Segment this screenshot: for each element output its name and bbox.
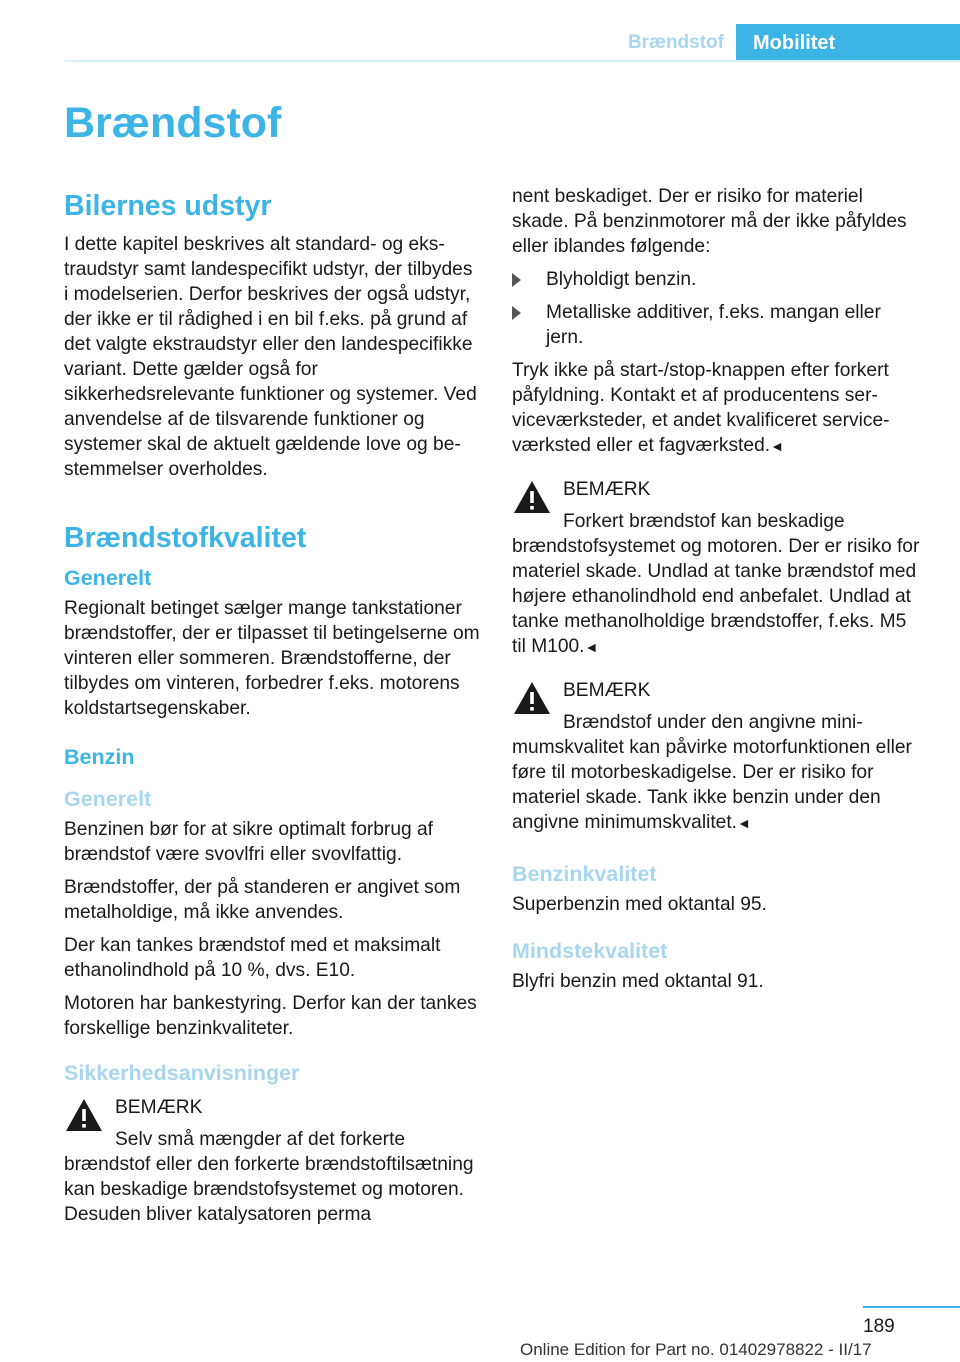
heading-petrol: Benzin (64, 745, 135, 769)
warning-label: BEMÆRK (115, 1097, 203, 1118)
paragraph-petrol-3: Der kan tankes brændstof med et maksimalt ethanolindhold på 10 %, dvs. E10. (64, 935, 441, 981)
paragraph-equipment: I dette kapitel beskrives alt standard- og ekstraudstyr samt landespecifikt udstyr, der tilbydes i modelserien. Derfor beskrives der også udstyr, der ikke er til rådighed i en bil f.eks. på grund af det valgte ekstraudstyr eller den landespecifikke variant. Dette gælder også for sikkerhedsrelevante funktioner og systemer. Ved anvendelse af de tilsvarende funktioner og systemer skal de aktuelt gældende love og bestemmelser overholdes. (64, 234, 477, 480)
warning-box-3 (512, 678, 922, 836)
bullet-triangle-icon (512, 306, 521, 320)
warning-triangle-icon (512, 479, 552, 515)
right-column (512, 184, 922, 1002)
paragraph-continued: nent beskadiget. Der er risiko for materiel skade. På benzinmotorer må der ikke påfyldes eller iblandes følgende: (512, 186, 907, 257)
paragraph-petrol-1: Benzinen bør for at sikre optimalt forbrug af brændstof være svovlfri eller svovlfattig. (64, 819, 433, 865)
paragraph-petrol-4: Motoren har bankestyring. Derfor kan der tankes forskellige benzinkvaliteter. (64, 993, 477, 1039)
paragraph-petrol-2: Brændstoffer, der på standeren er angivet som metalholdige, må ikke anvendes. (64, 877, 461, 923)
list-item: Metalliske additiver, f.eks. mangan eller jern. (512, 300, 922, 350)
warning-text: Selv små mængder af det forkerte brændstof eller den forkerte brændstoftilsætning kan beskadige brændstofsystemet og motoren. Desuden bliver katalysatoren perma (64, 1129, 474, 1225)
warning-text: Forkert brændstof kan beskadige brændstofsystemet og motoren. Der er risiko for materiel skade. Undlad at tanke brændstof med højere ethanolindhold end anbefalet. Undlad at tanke methanolholdige brændstoffer, f.eks. M5 til M100.◄ (512, 511, 920, 657)
bullet-triangle-icon (512, 273, 521, 287)
heading-general: Generelt (64, 566, 152, 590)
paragraph-general: Regionalt betinget sælger mange tankstationer brændstoffer, der er tilpasset til betingelserne om vinteren eller sommeren. Brændstofferne, der tilbydes om vinteren, forbedrer f.eks. motorens koldstartsegenskaber. (64, 598, 480, 719)
warning-label: BEMÆRK (563, 680, 651, 701)
paragraph-minimum-quality: Blyfri benzin med oktantal 91. (512, 971, 764, 992)
end-mark: ◄ (770, 438, 784, 454)
warning-label: BEMÆRK (563, 479, 651, 500)
end-mark: ◄ (584, 639, 599, 655)
warning-triangle-icon (64, 1097, 104, 1133)
footer-edition: Online Edition for Part no. 01402978822 - II/17 (520, 1340, 872, 1359)
heading-fuel-quality: Brændstofkvalitet (64, 522, 307, 554)
paragraph-after-misfuel: Tryk ikke på start-/stop-knappen efter forkert påfyldning. Kontakt et af producentens serviceværksteder, et andet kvalificeret serviceværksted eller et fagværksted.◄ (512, 360, 890, 456)
prohibited-list (512, 267, 922, 350)
left-column (64, 182, 482, 1235)
page-number: 189 (863, 1316, 895, 1337)
header-chapter-tab[interactable]: Mobilitet (736, 24, 960, 62)
heading-safety: Sikkerhedsanvisninger (64, 1061, 300, 1085)
header-section-title: Brændstof (627, 32, 724, 53)
list-item: Blyholdigt benzin. (512, 267, 922, 292)
header-rule (65, 60, 960, 62)
paragraph-petrol-quality: Superbenzin med oktantal 95. (512, 894, 767, 915)
page-title: Brændstof (64, 99, 282, 147)
heading-petrol-quality: Benzinkvalitet (512, 862, 657, 886)
heading-minimum-quality: Mindstekvalitet (512, 939, 668, 963)
heading-petrol-general: Generelt (64, 787, 152, 811)
warning-box-1 (64, 1095, 482, 1227)
end-mark: ◄ (737, 815, 751, 831)
footer-rule (863, 1306, 960, 1308)
warning-text: Brændstof under den angivne minimumskvalitet kan påvirke motorfunktionen eller føre til motorbeskadigelse. Der er risiko for materiel skade. Tank ikke benzin under den angivne minimumskvalitet.◄ (512, 712, 912, 833)
warning-box-2 (512, 477, 922, 660)
warning-triangle-icon (512, 680, 552, 716)
heading-equipment: Bilernes udstyr (64, 190, 272, 222)
